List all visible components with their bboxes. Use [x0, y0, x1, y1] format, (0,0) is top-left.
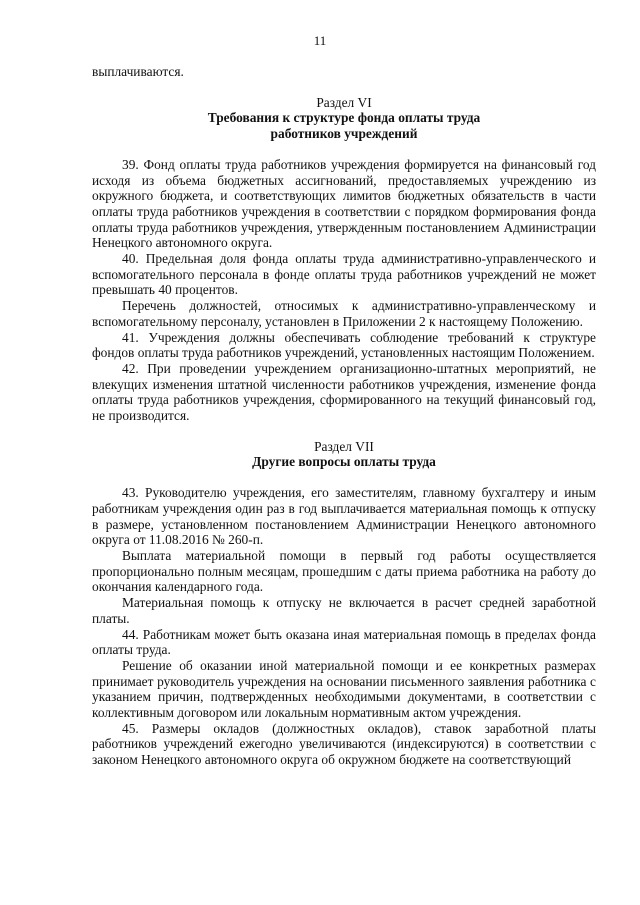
section-7-title: Другие вопросы оплаты труда	[252, 454, 436, 470]
section-7-heading	[92, 439, 596, 470]
paragraph-40: 40. Предельная доля фонда оплаты труда административно-управленческого и вспомогательного персонала в фонде оплаты труда работников учреждений не может превышать 40 процентов.	[92, 251, 596, 298]
section-6-title-line1: Требования к структуре фонда оплаты труда	[207, 110, 481, 126]
paragraph-40-list: Перечень должностей, относимых к административно-управленческому и вспомогательному персоналу, установлен в Приложении 2 к настоящему Положению.	[92, 298, 596, 329]
paragraph-43: 43. Руководителю учреждения, его заместителям, главному бухгалтеру и иным работникам учреждения один раз в год выплачивается материальная помощь к отпуску в размере, установленном постановлением Администрации Ненецкого автономного округа от 11.08.2016 № 260-п.	[92, 485, 596, 548]
section-6-heading	[92, 95, 596, 142]
paragraph-44: 44. Работникам может быть оказана иная материальная помощь в пределах фонда оплаты труда.	[92, 626, 596, 658]
paragraph-43-average-pay: Материальная помощь к отпуску не включается в расчет средней заработной платы.	[92, 595, 596, 626]
section-6-number: Раздел VI	[316, 94, 372, 110]
page-number: 11	[313, 33, 327, 48]
document-body	[92, 64, 596, 768]
paragraph-39: 39. Фонд оплаты труда работников учреждения формируется на финансовый год исходя из объема бюджетных ассигнований, предоставляемых учреждению из окружного бюджета, и соответствующих лимитов бюджетных обязательств в части оплаты труда работников учреждения в соответствии с порядком формирования фонда оплаты труда работников учреждения, утвержденным постановлением Администрации Ненецкого автономного округа.	[92, 156, 596, 251]
paragraph-43-first-year: Выплата материальной помощи в первый год работы осуществляется пропорционально полным месяцам, прошедшим с даты приема работника на работу до окончания календарного года.	[92, 547, 596, 595]
paragraph-42: 42. При проведении учреждением организационно-штатных мероприятий, не влекущих изменения штатной численности работников учреждения, изменение фонда оплаты труда работников учреждения, сформированного на текущий финансовый год, не производится.	[92, 360, 596, 424]
section-7-number: Раздел VII	[314, 438, 374, 454]
paragraph-41: 41. Учреждения должны обеспечивать соблюдение требований к структуре фондов оплаты труда работников учреждений, установленных настоящим Положением.	[92, 329, 596, 361]
intro-line: выплачиваются.	[92, 64, 184, 79]
section-6-title-line2: работников учреждений	[270, 126, 418, 142]
paragraph-44-decision: Решение об оказании иной материальной помощи и ее конкретных размерах принимает руководитель учреждения на основании письменного заявления работника с указанием причин, подтвержденных необходимыми документами, в соответствии с коллективным договором или локальным нормативным актом учреждения.	[92, 657, 596, 721]
paragraph-45: 45. Размеры окладов (должностных окладов), ставок заработной платы работников учреждений ежегодно увеличиваются (индексируются) в соответствии с законом Ненецкого автономного округа об окружном бюджете на соответствующий	[92, 720, 596, 768]
